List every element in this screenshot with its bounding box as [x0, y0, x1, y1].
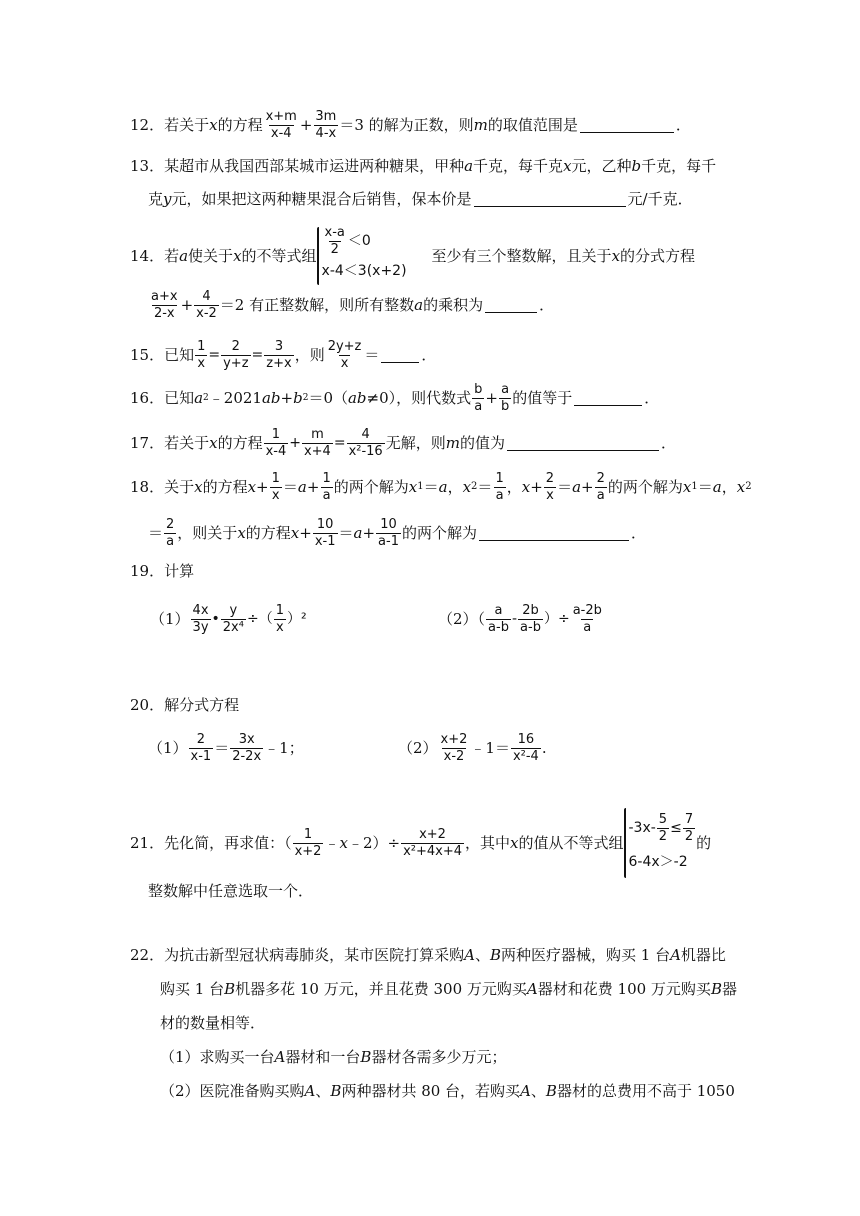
q18-eq3-plus-2: + [362, 523, 376, 542]
q19-p2-frac-2: $\frac{2b}{a-b}$ [520, 603, 541, 635]
q22-text-l1c: 机器比 [680, 946, 726, 964]
q18-sub-4: 2 [745, 481, 752, 493]
q16-plus: + [280, 388, 294, 407]
q20-p2-label: （2） [398, 738, 438, 757]
question-22-sub-1 [160, 1050, 506, 1065]
q21-ineq-op: ≤ [670, 820, 682, 836]
q18-sol-frac-1a: $\frac{1}{a}$ [495, 471, 504, 503]
q19-p1-frac-1: $\frac{4x}{3y}$ [192, 603, 209, 635]
q14-ineq-op: ＜0 [347, 233, 371, 249]
q14-answer-blank[interactable] [485, 298, 537, 313]
q20-p1-label: （1） [148, 738, 188, 757]
q16-text-expr2: ﹣2021 [208, 388, 262, 407]
q22-s1-var-A: A [274, 1048, 286, 1066]
q18-sol-x2: x [462, 477, 472, 496]
q19-p2-frac-3: $\frac{a-2b}{a}$ [572, 603, 602, 635]
q22-text-l2d: 器 [721, 980, 737, 998]
q18-eq1-eq: ＝ [282, 477, 298, 496]
q19-p1-div: ÷（ [246, 611, 273, 628]
q18-text-e: 的两个解为 [401, 523, 477, 542]
q18-var-x: x [194, 477, 203, 496]
q16-plus-2: + [485, 388, 498, 407]
q19-p1-frac-3: $\frac{1}{x}$ [275, 603, 284, 635]
q13-text-5: 克 [148, 190, 164, 208]
question-13-line-2 [148, 192, 693, 207]
q22-text-s1a: （1）求购买一台 [160, 1048, 275, 1066]
question-14-line-1 [130, 226, 695, 286]
q14-var-x: x [233, 246, 242, 265]
q13-text-4: 千克，每千 [641, 157, 717, 175]
q13-text-6: 元，如果把这两种糖果混合后销售，保本价是 [171, 190, 472, 208]
q14-ineq-row-2: x-4＜3(x+2) [321, 263, 407, 279]
q13-var-x: x [563, 157, 572, 175]
q21-text-f: 的 [696, 833, 712, 852]
q14-text-c: 的不等式组 [241, 246, 317, 265]
q15-fraction-2: $\frac{2}{y+z}$ [223, 339, 249, 371]
q21-frac-2: $\frac{x+2}{\text{x²+4x+4}}$ [403, 826, 462, 859]
q21-text-b: ﹣ [324, 833, 340, 852]
q14-text-h: 的乘积为 [423, 295, 484, 314]
q12-period: ． [675, 115, 691, 134]
q20-p2-frac-2: $\frac{16}{\text{x²-4}}$ [512, 732, 539, 764]
q15-eq-1: = [208, 347, 221, 364]
q15-fraction-4: $\frac{2y+z}{x}$ [327, 339, 362, 371]
q17-text-a: 17．若关于 [130, 433, 210, 452]
q18-sub-1: 1 [417, 481, 424, 493]
question-18-line-2 [148, 518, 646, 548]
q22-text-l2c: 器材和花费 100 万元购买 [537, 980, 711, 998]
q18-comma-3: ， [721, 477, 737, 496]
q16-text-c: 的值等于 [512, 388, 573, 407]
q22-s2-sep-2: 、 [530, 1082, 546, 1100]
q16-period: ． [644, 388, 660, 407]
q19-p1-frac-2: $\frac{y}{\text{2x⁴}}$ [222, 603, 244, 635]
q17-var-x: x [209, 433, 218, 452]
q12-text-b: 的方程 [217, 115, 263, 134]
q17-fraction-1: $\frac{1}{x-4}$ [265, 427, 287, 459]
q17-text-b: 的方程 [217, 433, 263, 452]
q21-ineq-frac-1: $\frac{5}{2}$ [658, 811, 668, 844]
q21-ineq-frac-2: $\frac{7}{2}$ [684, 811, 694, 844]
q18-sol-a: a [438, 477, 448, 496]
q22-text-l1a: 22．为抗击新型冠状病毒肺炎，某市医院打算采购 [130, 946, 465, 964]
question-21-line-1 [130, 808, 711, 878]
q18-frac-10-xm1: $\frac{10}{x-1}$ [314, 517, 336, 549]
q22-text-l1b: 两种医疗器械，购买 1 台 [500, 946, 671, 964]
question-20-part-1 [148, 733, 304, 763]
q22-s2-var-A-2: A [520, 1082, 531, 1100]
q21-text-e: 的值从不等式组 [518, 833, 624, 852]
q22-var-A: A [464, 946, 475, 964]
q19-p2-minus: - [511, 611, 518, 628]
q14-inequality-system [322, 226, 422, 286]
question-22-line-1 [130, 948, 726, 963]
q12-text-a: 12．若关于 [130, 115, 210, 134]
q18-frac-10-am1: $\frac{10}{a-1}$ [378, 517, 399, 549]
q22-text-l2b: 机器多花 10 万元，并且花费 300 万元购买 [235, 980, 527, 998]
q12-fraction-1: $\frac{x+m}{x-4}$ [265, 109, 297, 141]
q19-p1-close: ）² [286, 611, 307, 628]
q18-sol-x1: x [408, 477, 418, 496]
q16-answer-blank[interactable] [574, 391, 642, 406]
q15-eq-2: = [251, 347, 264, 364]
q13-var-b: b [631, 157, 642, 175]
question-16 [130, 383, 659, 413]
q22-var-A-3: A [526, 980, 538, 998]
q21-text-l2: 整数解中任意选取一个． [148, 882, 314, 900]
q21-var-x-2: x [510, 833, 519, 852]
q14-var-x-2: x [611, 246, 621, 265]
q16-var-b: b [293, 388, 303, 407]
q12-var-x: x [209, 115, 218, 134]
q18-eq2-plus-2: + [581, 477, 594, 496]
q18-eq1-a: a [297, 477, 307, 496]
question-21-line-2 [148, 884, 313, 899]
q18-text-d: ，则关于 [177, 523, 238, 542]
q21-ineq-r1a: -3x- [628, 820, 656, 836]
q13-var-y: y [163, 190, 172, 208]
q15-period: ． [421, 345, 437, 364]
q18-eq3-x: x [290, 523, 300, 542]
q18-sol-eq2: ＝ [477, 477, 493, 496]
question-22-line-3 [160, 1016, 265, 1031]
q14-text-g: ＝2 有正整数解，则所有整数 [219, 295, 415, 314]
q15-text-c: ＝ [364, 345, 380, 364]
q21-ineq-row-2: 6-4x＞-2 [628, 854, 688, 870]
question-19-title [130, 564, 194, 579]
q13-text-7: 元/千克． [627, 190, 693, 208]
q18-l2-frac-2a: $\frac{2}{a}$ [166, 517, 175, 549]
q18-eq2-a: a [572, 477, 582, 496]
q22-sep: 、 [474, 946, 490, 964]
q18-sol2-x1: x [682, 477, 692, 496]
question-15 [130, 340, 436, 370]
q16-var-ab-2: ab [347, 388, 367, 407]
question-22-sub-2 [160, 1084, 735, 1099]
q19-p2-label: （2）（ [438, 609, 486, 628]
q12-plus: + [299, 115, 313, 134]
q22-s2-var-A: A [304, 1082, 316, 1100]
q21-var-x: x [339, 833, 348, 852]
question-17 [130, 428, 676, 458]
q18-answer-blank[interactable] [479, 526, 629, 541]
question-22-line-2 [160, 982, 737, 997]
q20-p1-eq: ＝ [214, 738, 230, 757]
q18-l2-var-x: x [237, 523, 246, 542]
q15-fraction-1: $\frac{1}{x}$ [197, 339, 206, 371]
q17-var-m: m [445, 433, 460, 452]
q19-p2-frac-1: $\frac{a}{a-b}$ [488, 603, 509, 635]
q21-text-c: ﹣2）÷ [347, 833, 401, 852]
q16-var-a: a [194, 388, 204, 407]
q18-eq2-plus: + [530, 477, 543, 496]
q18-period: ． [631, 523, 647, 542]
q14-period: ． [539, 295, 555, 314]
q22-text-s2c: 器材的总费用不高于 1050 [556, 1082, 735, 1100]
q18-frac-1-x: $\frac{1}{x}$ [271, 471, 280, 503]
q13-answer-blank[interactable] [474, 192, 626, 207]
q15-text-b: ，则 [294, 345, 325, 364]
q18-eq1-plus-2: + [306, 477, 320, 496]
q22-text-s1b: 器材和一台 [285, 1048, 361, 1066]
q14-var-a: a [179, 246, 189, 265]
q22-var-B-3: B [710, 980, 722, 998]
q14-ineq-fraction: $\frac{x-a}{2}$ [324, 224, 345, 257]
q16-text-a: 16．已知 [130, 388, 195, 407]
q18-text-c: 的两个解为 [333, 477, 409, 496]
q18-comma-2: ， [506, 477, 522, 496]
q22-var-B-2: B [224, 980, 236, 998]
q18-sub-3: 1 [691, 481, 698, 493]
q14-text-b: 使关于 [188, 246, 234, 265]
question-12 [130, 110, 691, 140]
q22-var-B: B [489, 946, 501, 964]
q18-eq3-plus: + [299, 523, 312, 542]
q12-text-d: 的取值范围是 [487, 115, 578, 134]
q17-eq: = [333, 435, 346, 452]
q18-sol2-eq: ＝ [697, 477, 713, 496]
q12-fraction-2: $\frac{3m}{4-x}$ [315, 109, 337, 141]
q18-eq3-eq: ＝ [338, 523, 354, 542]
q18-eq2-x: x [521, 477, 531, 496]
q16-sup-1: 2 [203, 392, 209, 403]
q18-text-b: 的方程 [202, 477, 248, 496]
question-19-part-1 [150, 604, 307, 634]
q17-fraction-2: $\frac{m}{x+4}$ [303, 427, 331, 459]
question-20-part-2 [398, 733, 547, 763]
q20-p1-frac-1: $\frac{2}{x-1}$ [190, 732, 212, 764]
q13-text-3: 元，乙种 [571, 157, 632, 175]
q21-brace-icon [624, 808, 626, 878]
q22-s2-sep: 、 [315, 1082, 331, 1100]
q22-s2-var-B-2: B [545, 1082, 557, 1100]
q18-l2-text-b: 的方程 [245, 523, 291, 542]
question-14-line-2 [148, 290, 554, 320]
question-18-line-1 [130, 472, 752, 502]
q20-p2-end: . [541, 738, 547, 757]
q18-l2-eq: ＝ [148, 523, 164, 542]
q16-text-ne: ≠0），则代数式 [366, 388, 472, 407]
question-19-part-2 [438, 604, 605, 634]
question-20-title [130, 698, 239, 713]
q22-s1-var-B: B [360, 1048, 372, 1066]
q18-sol-eq1: ＝ [423, 477, 439, 496]
q17-fraction-3: $\frac{4}{\text{x²-16}}$ [348, 427, 383, 459]
q18-eq1-x: x [247, 477, 257, 496]
q20-p1-frac-2: $\frac{3x}{2-2x}$ [232, 732, 262, 764]
q18-sol2-x2: x [736, 477, 746, 496]
q12-var-m: m [473, 115, 488, 134]
q19-title: 19．计算 [130, 562, 195, 580]
q17-answer-blank[interactable] [507, 436, 659, 451]
q20-p2-frac-1: $\frac{x+2}{x-2}$ [440, 732, 468, 764]
q19-p1-label: （1） [150, 609, 190, 628]
q22-var-A-2: A [670, 946, 681, 964]
q16-fraction-1: $\frac{b}{a}$ [474, 382, 483, 414]
q14-fraction-2: $\frac{4}{x-2}$ [196, 289, 217, 321]
q22-text-l3: 材的数量相等． [160, 1014, 266, 1032]
q21-inequality-system [629, 809, 697, 877]
q14-brace-icon [317, 227, 319, 285]
q17-period: ． [660, 433, 676, 452]
q17-plus: + [289, 435, 301, 452]
q12-answer-blank[interactable] [580, 118, 674, 133]
q21-frac-1: $\frac{1}{x+2}$ [294, 826, 322, 859]
q18-eq1-plus: + [256, 477, 269, 496]
q17-text-d: 的值为 [459, 433, 505, 452]
q22-s2-var-B: B [330, 1082, 342, 1100]
q16-var-ab: ab [261, 388, 281, 407]
q18-comma-1: ， [447, 477, 463, 496]
q18-sol2-a: a [712, 477, 722, 496]
q20-p1-tail: ﹣1； [264, 738, 304, 757]
q16-text-expr3: ＝0（ [308, 388, 348, 407]
q19-p2-close: ）÷ [543, 611, 570, 628]
q22-text-s2b: 两种器材共 80 台，若购买 [341, 1082, 521, 1100]
q13-text-2: 千克，每千克 [473, 157, 564, 175]
q18-text-a: 18．关于 [130, 477, 195, 496]
q15-fraction-3: $\frac{3}{z+x}$ [266, 339, 292, 371]
q16-fraction-2: $\frac{a}{b}$ [501, 382, 510, 414]
q18-frac-1-a: $\frac{1}{a}$ [322, 471, 331, 503]
question-13-line-1 [130, 159, 716, 174]
q14-plus: + [180, 295, 194, 314]
q18-eq2-eq: ＝ [557, 477, 573, 496]
q19-p1-dot: • [211, 611, 220, 628]
q15-answer-blank[interactable] [381, 348, 419, 363]
q22-text-s1c: 器材各需多少万元； [371, 1048, 507, 1066]
q13-text-1: 13．某超市从我国西部某城市运进两种糖果，甲种 [130, 157, 465, 175]
q12-text-c: ＝3 的解为正数，则 [339, 115, 474, 134]
q15-text-a: 15．已知 [130, 345, 195, 364]
q14-text-a: 14．若 [130, 246, 180, 265]
q18-sub-2: 2 [471, 481, 478, 493]
q18-frac-2-x: $\frac{2}{x}$ [545, 471, 555, 503]
q18-frac-2-a: $\frac{2}{a}$ [596, 471, 605, 503]
q22-text-s2a: （2）医院准备购买购 [160, 1082, 305, 1100]
q22-text-l2a: 购买 1 台 [160, 980, 225, 998]
q16-sup-2: 2 [302, 392, 309, 403]
q14-text-e: 的分式方程 [620, 246, 696, 265]
q14-var-a-2: a [414, 295, 424, 314]
q21-text-d: ，其中 [465, 833, 511, 852]
q14-text-d: 至少有三个整数解，且关于 [431, 246, 612, 265]
q20-title: 20．解分式方程 [130, 696, 240, 714]
q18-eq3-a: a [353, 523, 363, 542]
q20-p2-mid: ﹣1＝ [470, 738, 510, 757]
q17-text-c: 无解，则 [385, 433, 446, 452]
q21-text-a: 21．先化简，再求值：（ [130, 833, 292, 852]
q13-var-a: a [464, 157, 474, 175]
q18-text-c-2: 的两个解为 [607, 477, 683, 496]
q14-fraction-1: $\frac{a+x}{2-x}$ [151, 289, 178, 321]
